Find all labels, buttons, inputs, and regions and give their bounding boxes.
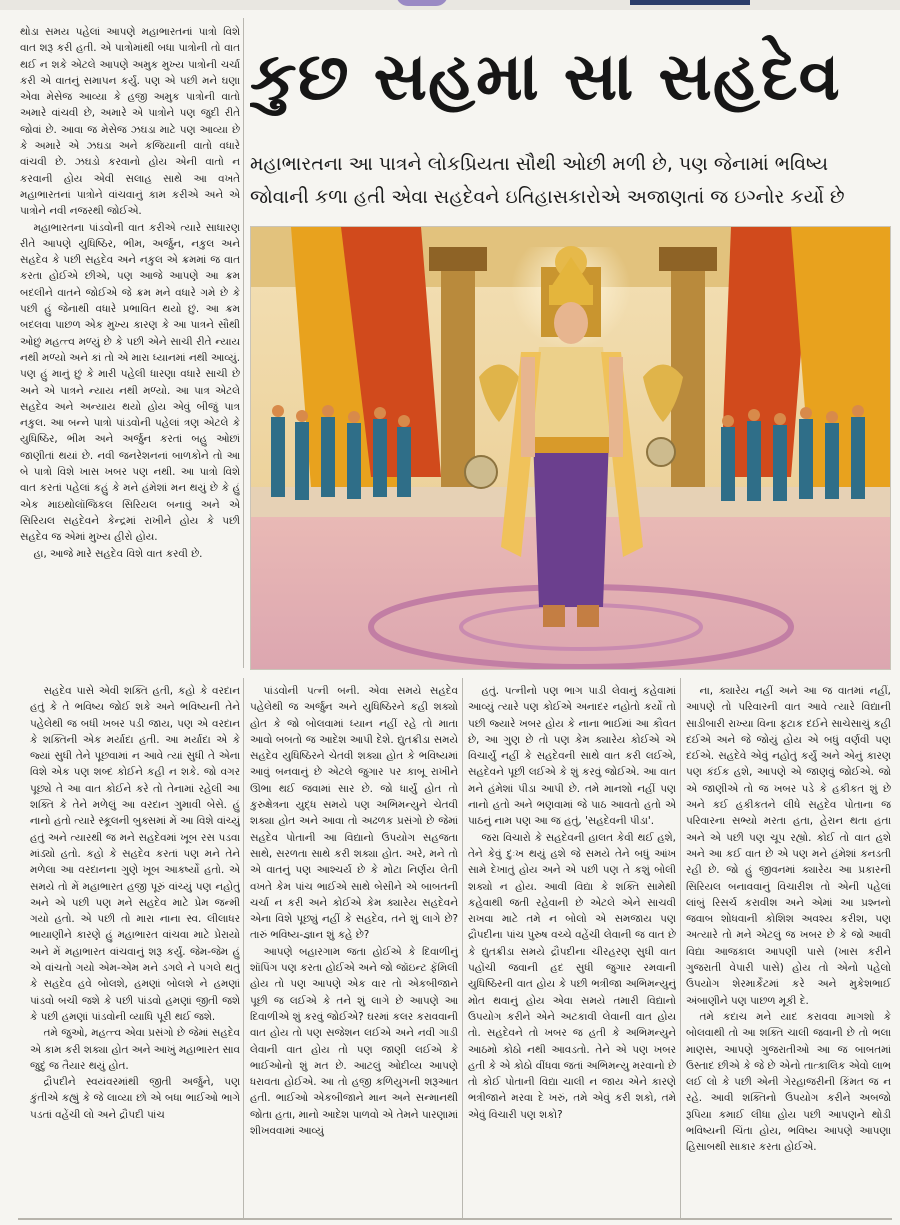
bottom-column-2 bbox=[250, 683, 458, 1213]
column-divider bbox=[243, 18, 244, 668]
column-divider bbox=[243, 678, 244, 1218]
bottom-column-1 bbox=[30, 683, 240, 1213]
paragraph: આપણે બહારગામ જતા હોઈએ કે દિવાળીનું શૉપિંગ પણ કરતા હોઈએ અને જો જૉઇન્ટ ફૅમિલી હોય તો પણ આપણે એક વાર તો એકબીજાને પૂછી જ લઈએ કે તને શું લાગે છે આપણે આ દિવાળીએ શું કરવું જોઈએ? ઘરમાં કલર કરાવવાની વાત હોય તો પણ સજેશન લઈએ અને નવી ગાડી લેવાની વાત હોય તો પણ જાણી લઈએ કે ભાઈઓનો શું મત છે. આટલું ઓદીવ્ય આપણે ધરાવતા હોઈએ. આ તો હજી કળિયુગની શરૂઆત હતી. ભાઈઓ એકબીજાને માન અને સન્માનથી જોતા હતા, માનો આદેશ પાળવો એ તેમને પારણામાં શીખવવામાં આવ્યું bbox=[250, 945, 458, 1138]
paragraph: થોડા સમય પહેલાં આપણે મહાભારતનાં પાત્રો વિશે વાત શરૂ કરી હતી. એ પાત્રોમાંથી બધા પાત્રોની તો વાત થઈ ન શકે એટલે આપણે અમુક મુખ્ય પાત્રોની ચર્ચા કરી એ વાતનું સમાપન કર્યું. પણ એ પછી મને ઘણા એવા મેસેજ આવ્યા કે હજી અમુક પાત્રોની વાતો અમારે વાંચવી છે, અમારે એ પાત્રોને પણ જુદી રીતે જોવાં છે. આવા જ મેસેજ ઝઘડા માટે પણ આવ્યા છે કે અમારે એ ઝઘડા અને કજિયાની વાતો વધારે વાંચવી છે. ઝઘડો કરવાનો હોય એની વાતો ન કરવાની હોય એવી સલાહ સાથે આ વખતે મહાભારતનાં પાત્રોને વાંચવાનું કામ કરીએ અને એ પાત્રોને નવી નજરથી જોઈએ. bbox=[20, 26, 240, 218]
paragraph: તમે કદાચ મને યાદ કરાવવા માગશો કે બોલવાથી તો આ શક્તિ ચાલી જવાની છે તો ભલા માણસ, આપણે ગુજરાતીઓ આ જ બાબતમાં ઉસ્તાદ છીએ કે જે છે એનો તાત્કાલિક એવો લાભ લઈ લો કે પછી એની ગેરહાજરીની કિંમત જ ન રહે. આવી શક્તિનો ઉપયોગ કરીને અબજો રૂપિયા કમાઈ લીધા હોય પછી આપણને થોડી ભવિષ્યની ચિંતા હોય, ભવિષ્ય આપણે આપણા હિસાબથી સાકાર કરતા હોઈએ. bbox=[686, 1010, 891, 1154]
paragraph: ના, ક્યારેય નહીં અને આ જ વાતમાં નહીં, આપણે તો પરિવારની વાત આવે ત્યારે વિદ્યાની સાડીબારી રાખ્યા વિના ફટાક દઈને સાચેસાચું કહી દઈએ અને જે જોયું હોય એ બધું વર્ણવી પણ દઈએ. સહદેવે એવું નહોતું કર્યું અને એનું કારણ પણ કંઈક હશે, આપણે એ જાણવું જોઈએ. જો એ જાણીએ તો જ ખબર પડે કે હકીકત શું છે અને કઈ હકીકતને લીધે સહદેવ પોતાના જ પરિવારના સભ્યો મરતા હતા, હેરાન થતા હતા અને એ પછી પણ ચૂપ રહ્યો. કોઈ તો વાત હશે અને આ કઈ વાત છે એ પણ મને હંમેશાં કનડતી રહી છે. જો હું જીવનમાં ક્યારેય આ પ્રકારની સિરિયલ બનાવવાનું વિચારીશ તો એની પહેલાં લાંબું રિસર્ચ કરાવીશ અને એમાં આ પ્રશ્નનો જવાબ શોધવાની કોશિશ અવશ્ય કરીશ, પણ અત્યારે તો મને એટલું જ ખબર છે કે જો આવી વિદ્યા આજકાલ આપણી પાસે (ખાસ કરીને ગુજરાતી વેપારી પાસે) હોય તો એનો પહેલો ઉપયોગ શેરમાર્કેટમાં કરે અને મુકેશભાઈ અંબાણીને પણ પાછળ મૂકી દે. bbox=[686, 685, 891, 1007]
bottom-column-3 bbox=[468, 683, 676, 1213]
article-deck: મહાભારતના આ પાત્રને લોકપ્રિયતા સૌથી ઓછી મળી છે, પણ જેનામાં ભવિષ્ય જોવાની કળા હતી એવા સહદેવને ઇતિહાસકારોએ અજાણતાં જ ઇગ્નોર કર્યો છે bbox=[250, 153, 845, 208]
palace-scene-illustration bbox=[251, 227, 891, 670]
paragraph: જરા વિચારો કે સહદેવની હાલત કેવી થઈ હશે, તેને કેવું દુઃખ થયું હશે જે સમયે તેને બધું આંખ સામે દેખાતું હોય અને એ પછી પણ તે કશું બોલી શક્યો ન હોય. આવી વિદ્યા કે શક્તિ સામેથી કહેવાથી જતી રહેવાની છે એટલે એને સાચવી રાખવા માટે તમે ન બોલો એ સમજાય પણ દ્રૌપદીના પાંચ પુરુષ વચ્ચે વહેંચી લેવાની જ વાત છે કે દ્યુતક્રીડા સમયે દ્રૌપદીના ચીરહરણ સુધી વાત પહોંચી જવાની હદ સુધી જુગાર રમવાની યુધિષ્ઠિરની વાત હોય કે પછી ભત્રીજા અભિમન્યુનું મોત થવાનું હોય એવા સમયે તમારી વિદ્યાનો ઉપયોગ કરીને એને અટકાવી લેવાની વાત હોય તો. સહદેવને તો ખબર જ હતી કે અભિમન્યુને આઠમો કોઠો નથી આવડતો. તેને એ પણ ખબર હતી કે એ કોઠો વીંધવા જતાં અભિમન્યુ મરવાનો છે તો કોઈ પોતાની વિદ્યા ચાલી ન જાય એને કારણે ભત્રીજાને મરવા દે ખરું, તમે એવું કરી શકો, તમે એવું વિચારી પણ શકો? bbox=[468, 831, 676, 1121]
paragraph: દ્રૌપદીને સ્વયંવરમાંથી જીતી અર્જુને, પણ કુંતીએ કહ્યું કે જે લાવ્યા છો એ બધા ભાઈઓ ભાગે પડતાં વહેંચી લો અને દ્રૌપદી પાંચ bbox=[30, 1076, 240, 1121]
paragraph: તમે જુઓ, મહત્ત્વ એવા પ્રસંગો છે જેમાં સહદેવ એ કામ કરી શક્યા હોત અને આખું મહાભારત સાવ જુદું જ તૈયાર થયું હોત. bbox=[30, 1027, 240, 1072]
paragraph: સહદેવ પાસે એવી શક્તિ હતી, કહો કે વરદાન હતું કે તે ભવિષ્ય જોઈ શકે અને ભવિષ્યની તેને પહેલેથી જ બધી ખબર પડી જાય, પણ એ વરદાન કે શક્તિની એક મર્યાદા હતી. આ મર્યાદા એ કે જ્યાં સુધી તેને પૂછવામાં ન આવે ત્યાં સુધી તે એના વિશે એક પણ શબ્દ કોઈને કહી ન શકે. જો વગર પૂછ્યે તે આ વાત કોઈને કરે તો તેનામાં રહેલી આ શક્તિ કે તેને મળેલું આ વરદાન ગુમાવી બેસે. હું નાનો હતો ત્યારે સ્કૂલની બુક્સમાં મેં આ વિશે વાંચ્યું હતું અને ત્યારથી જ મને સહદેવમાં ખૂબ રસ પડવા માંડ્યો હતો. કહો કે સહદેવ કરતાં પણ મને તેને મળેલા આ વરદાનના ગુણે ખૂબ આકર્ષ્યો હતો. એ સમયે તો મેં મહાભારત હજી પૂરું વાંચ્યું પણ નહોતું અને એ પછી પણ મને સહદેવ માટે પ્રેમ જન્મી ગયો હતો. એ પછી તો મારા નાના સ્વ. લીલાધર ભાયાણીને કારણે હું મહાભારત વાંચવા માટે પ્રેરાયો અને મેં મહાભારત વાંચવાનું શરૂ કર્યું. જેમ-જેમ હું એ વાંચતો ગયો એમ-એમ મને ડગલે ને પગલે થતું કે સહદેવ હવે બોલશે, હમણાં બોલશે ને હમણાં પાંડવો બચી જશે કે પછી પાંડવો હમણાં જીતી જશે કે પછી હમણાં પાંડવોની વ્યાધિ પૂરી થઈ જશે. bbox=[30, 685, 240, 1023]
bottom-column-4 bbox=[686, 683, 891, 1213]
column-divider bbox=[680, 678, 681, 1218]
paragraph: હા, આજે મારે સહદેવ વિશે વાત કરવી છે. bbox=[33, 547, 203, 560]
column-divider bbox=[462, 678, 463, 1218]
paragraph: પાંડવોની પત્ની બની. એવા સમયે સહદેવ પહેલેથી જ અર્જુન અને યુધિષ્ઠિરને કહી શક્યો હોત કે જો બોલવામાં ધ્યાન નહીં રહે તો માતા આવો બબતો જ આદેશ આપી દેશે. દ્યુતક્રીડા સમયે સહદેવ યુધિષ્ઠિરને ચેતવી શક્યા હોત કે ભવિષ્યમાં આવું બનવાનું છે એટલે જુગાર પર કાબૂ રાખીને ઊભા થઈ જવામાં સાર છે. જો ધાર્યું હોત તો કુરુક્ષેત્રના યુદ્ધ સમયે પણ અભિમન્યુને ચેતવી શક્યા હોત અને આવા તો અઢળક પ્રસંગો છે જેમાં સહદેવ પોતાની આ વિદ્યાનો ઉપયોગ સહજતા સાથે, સરળતા સાથે કરી શક્યા હોત. અરે, મને તો એ વાતનું પણ આશ્ચર્ય છે કે મોટા નિર્ણય લેતી વખતે કેમ પાંચ ભાઈએ સાથે બેસીને એ બાબતની ચર્ચા ન કરી અને કોઈએ કેમ ક્યારેય સહદેવને એના વિશે પૂછ્યું નહીં કે સહદેવ, તને શું લાગે છે? તારું ભવિષ્ય-જ્ઞાન શું કહે છે? bbox=[250, 685, 458, 942]
paragraph: મહાભારતના પાંડવોની વાત કરીએ ત્યારે સાધારણ રીતે આપણે યુધિષ્ઠિર, ભીમ, અર્જુન, નકુલ અને સહદેવ કે પછી સહદેવ અને નકુલ એ ક્રમમાં જ વાત કરતા હોઈએ છીએ, પણ આજે આપણે આ ક્રમ બદલીને વાતને જોઈએ જે ક્રમ મને વધારે ગમે છે કે પછી હું જેનાથી વધારે પ્રભાવિત થયો છું. આ ક્રમ બદલવા પાછળ એક મુખ્ય કારણ કે આ પાત્રને સૌથી ઓછું મહત્ત્વ મળ્યું છે કે પછી એને સાચી રીતે ન્યાય નથી મળ્યો અને કાં તો એ મારા ધ્યાનમાં નથી આવ્યું. પણ હું માનું છું કે મારી પહેલી ધારણા વધારે સાચી છે અને એ પાત્રને ન્યાય નથી મળ્યો. આ પાત્ર એટલે સહદેવ અને અન્યાય થયો હોય એવું બીજું પાત્ર નકુલ. આ બન્ને પાત્રો પાંડવોની પહેલાં ત્રણ એટલે કે યુધિષ્ઠિર, ભીમ અને અર્જુન કરતાં બહુ ઓછાં જાણીતાં થયાં છે. નવી જનરેશનનાં બાળકોને તો આ બે પાત્રો વિશે ખાસ ખબર પણ નથી. આ પાત્રો વિશે વાત કરતાં પહેલાં કહું કે મને હંમેશાં મન થયું છે કે હું એક માઇથોલૉજિકલ સિરિયલ બનાવું અને એ સિરિયલ સહદેવને કેન્દ્રમાં રાખીને હોય કે પછી સહદેવ જ એમાં મુખ્ય હીરો હોય. bbox=[20, 221, 240, 544]
paragraph: હતું. પત્નીનો પણ ભાગ પાડી લેવાનું કહેવામાં આવ્યું ત્યારે પણ કોઈએ અનાદર નહોતો કર્યો તો પછી જ્યારે ખબર હોય કે નાના ભાઈમાં આ કૌવત છે, આ ગુણ છે તો પણ કેમ ક્યારેય કોઈએ એ વિચાર્યું નહીં કે સહદેવની સાથે વાત કરી લઈએ, સહદેવને પૂછી લઈએ કે શું કરવું જોઈએ. આ વાત મને હંમેશાં પીડા આપી છે. તમે માનશો નહીં પણ નાનો હતો અને ભણવામાં જે પાઠ આવતો હતો એ પાઠનું નામ પણ આ જ હતું, 'સહદેવની પીડા'. bbox=[468, 685, 676, 828]
top-decorative-strip bbox=[0, 0, 900, 10]
top-decorative-bar bbox=[630, 0, 750, 5]
top-decorative-shape bbox=[396, 0, 448, 6]
bottom-border bbox=[18, 1218, 892, 1220]
article-headline: કુછ સહમા સા સહદેવ bbox=[250, 38, 841, 115]
sahadev-photo bbox=[250, 226, 891, 670]
